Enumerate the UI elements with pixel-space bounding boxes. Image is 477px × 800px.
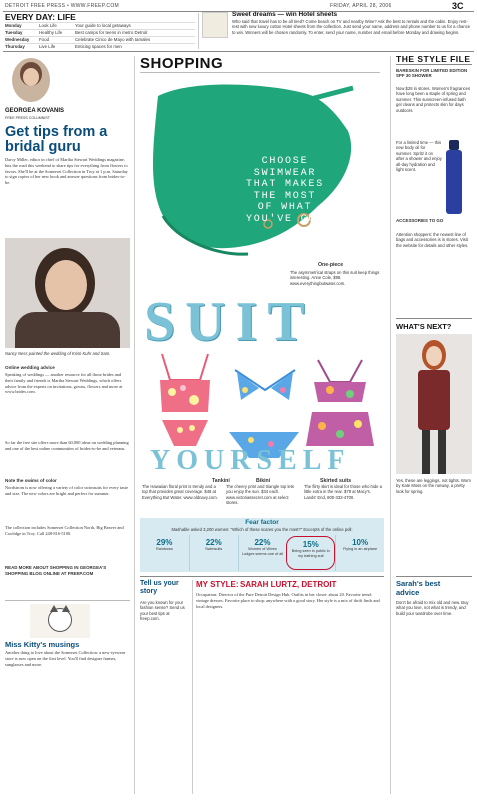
everyday-section: Live Life bbox=[39, 44, 56, 49]
bikini-title: Bikini bbox=[256, 478, 271, 484]
fear-stat bbox=[238, 535, 287, 571]
mystyle-label: MY STYLE: bbox=[196, 580, 239, 589]
skirted-body: The flirty skirt is ideal for those who hide a little extra in the rear. $78 at Macy's. Lands' End, 800-332-4700. bbox=[304, 484, 382, 500]
hero-headline bbox=[190, 156, 380, 225]
columnist-photo bbox=[12, 58, 50, 102]
everyday-desc: Enticing spaces for men bbox=[75, 44, 122, 49]
masthead-date: FRIDAY, APRIL 28, 2006 bbox=[330, 3, 392, 9]
columnist-title: FREE PRESS COLUMNIST bbox=[5, 116, 50, 120]
fear-stat-label: Swimsuits bbox=[205, 547, 223, 551]
hero-line-1: CHOOSE bbox=[261, 156, 309, 167]
fear-stat bbox=[189, 535, 238, 571]
everyday-row bbox=[5, 29, 195, 36]
fear-stat-value: 22% bbox=[254, 538, 271, 547]
everyday-desc: Best camps for teens in metro Detroit bbox=[75, 30, 148, 35]
skirted-photo bbox=[300, 356, 380, 454]
promo-body: Who said that travel has to be all tired? Come beach on TV and nearby Wine? Ask the best to rentals and the cabin. Enjoy rest-rest with new luxury cotton Hotel sheets from the collection. Just send your name, address and phone number to us for a chance to win. Winners will be chosen randomly. To enter, send your name, number and email before Monday and drawing begins. bbox=[232, 19, 471, 35]
photo-caption: Nancy Ness painted the wedding of Kristi Kuhr and Sam. bbox=[5, 351, 111, 356]
fear-stat bbox=[335, 535, 384, 571]
tankini-title: Tankini bbox=[212, 478, 230, 484]
tankini-photo bbox=[150, 350, 220, 450]
bikini-photo bbox=[225, 350, 305, 430]
style-item-1-head: BARESKIN FOR LIMITED EDITION SPF 30 SHOWER bbox=[396, 68, 468, 79]
left-body-4: Nordstrom is now offering a variety of color swimsuits for every taste and size. The new colors are bright and perfect for summer. bbox=[5, 485, 128, 496]
onepiece-title: One-piece bbox=[318, 262, 344, 268]
fear-stat-value: 10% bbox=[352, 538, 369, 547]
sub-swims: Note the swims of color bbox=[5, 478, 57, 483]
hero-line-4: THE MOST bbox=[253, 190, 317, 202]
style-item-1-body: Now $28 in stores. Women's fragrances have long been a staple of spring and summer. This sunscreen-infused bath gel cleans and protects skin for days outdoors. bbox=[396, 86, 471, 113]
left-headline: Get tips from a bridal guru bbox=[5, 124, 108, 155]
fear-question: Mashable asked 3,200 women: "Which of these scares you the most?" Excerpts of the online poll: bbox=[171, 527, 353, 532]
skirted-title: Skirted suits bbox=[320, 478, 352, 484]
whats-next-body: Yes, these are leggings, not tights. Worn by Kate Moss on the runway, a pretty look for spring. bbox=[396, 478, 471, 494]
suit-title: SUIT bbox=[144, 291, 315, 353]
wedding-photo bbox=[5, 238, 130, 348]
everyday-section: Healthy Life bbox=[39, 30, 63, 35]
hero-line-6: YOU'VE GOT bbox=[245, 213, 324, 225]
everyday-title: EVERY DAY: LIFE bbox=[5, 12, 76, 22]
everyday-desc: Your guide to local getaways bbox=[75, 23, 131, 28]
sarahs-body: Don't be afraid to mix old and new. Buy what you love, not what is trendy, and build your wardrobe over time. bbox=[396, 600, 469, 616]
everyday-day: Tuesday bbox=[5, 30, 23, 35]
fear-stat-value: 29% bbox=[156, 538, 173, 547]
fear-stat-label: Women of Wives Lodges seems one of all bbox=[241, 547, 284, 556]
mystyle-name: SARAH LURTZ, DETROIT bbox=[240, 580, 337, 589]
hero-line-2: SWIMWEAR bbox=[253, 167, 317, 179]
tellus-body: Are you known for your fashion sense? Send us your best tips at freep.com. bbox=[140, 600, 185, 622]
everyday-day: Wednesday bbox=[5, 37, 30, 42]
everyday-day: Monday bbox=[5, 23, 22, 28]
left-body-1: Darcy Miller, editor in chief of Martha Stewart Weddings magazine, hits the road this weekend to share tips for everything from flowers to favors. She'll be at the Somerset Collection in Troy at 1 p.m. Saturday to sign copies of her new book and answer questions from brides-to-be. bbox=[5, 157, 128, 186]
whats-next-title: WHAT'S NEXT? bbox=[396, 322, 452, 331]
everyday-desc: Celebrate Cinco de Mayo with tamales bbox=[75, 37, 151, 42]
left-body-3: So far the free site offers more than 60,000 ideas on wedding planning and one of the best online communities of brides-to-be and veterans. bbox=[5, 440, 129, 451]
fear-stat-value: 22% bbox=[205, 538, 222, 547]
everyday-row bbox=[5, 43, 195, 50]
tankini-body: The Hawaiian floral print is trendy and a top that provides great coverage. $48 at Everything But Water. www.oldnavy.com. bbox=[142, 484, 218, 500]
yourself-title: YOURSELF bbox=[150, 445, 351, 476]
style-file-title: THE STYLE FILE bbox=[396, 54, 471, 64]
sarahs-title: Sarah's best advice bbox=[396, 579, 441, 597]
onepiece-body: The asymmetrical straps on this suit keep things interesting. Anne Cole, $98. www.everythingbutwater.com. bbox=[290, 270, 380, 286]
fear-title: Fear factor bbox=[245, 519, 279, 526]
left-body-2: Speaking of weddings — another resource for all those brides and their family and friends is Martha Stewart Weddings, which offers advice from the experts on invitations, gowns, flowers and more at www.brides.com. bbox=[5, 372, 123, 395]
model-photo bbox=[396, 334, 472, 474]
style-item-3-body: Attention shoppers: the newest line of bags and accessories is in stores. Visit the website for details and other styles. bbox=[396, 232, 469, 248]
tellus-title: Tell us your story bbox=[140, 580, 179, 595]
columnist-name: GEORGEA KOVANIS bbox=[5, 108, 65, 114]
fear-stat-value: 15% bbox=[302, 540, 319, 549]
fear-stat-label: Rainbows bbox=[156, 547, 173, 551]
read-more-link[interactable]: READ MORE ABOUT SHOPPING IN GEORGEA'S SHOPPING BLOG ONLINE AT FREEP.COM bbox=[5, 565, 107, 576]
style-item-3-head: ACCESSORIES TO GO bbox=[396, 218, 444, 223]
left-body-5: The collection includes Somerset Collection North, Big Beaver and Coolidge in Troy. Call 248-816-5100. bbox=[5, 525, 124, 536]
fear-factor-box bbox=[140, 518, 384, 572]
everyday-section: Food bbox=[39, 37, 50, 42]
page-number: 3C bbox=[452, 1, 464, 11]
fear-stat bbox=[286, 536, 335, 570]
everyday-row bbox=[5, 36, 195, 43]
everyday-row bbox=[5, 22, 195, 29]
promo-title: Sweet dreams — win Hotel sheets bbox=[232, 11, 338, 18]
everyday-box bbox=[5, 12, 195, 50]
masthead-left: DETROIT FREE PRESS • WWW.FREEP.COM bbox=[5, 3, 119, 9]
mystyle-body: Occupation: Director of the Pure Detroit Design Hub. Outfits in her closet: about 20. Favorite trend: vintage dresses. Favorite place to shop: anywhere with a good story. Her style is a mix of thrift finds and local designers. bbox=[196, 592, 380, 609]
style-item-2-body: For a limited time — this new body oil for summer. Spritz it on after a shower and enjoy all-day hydration and light scent. bbox=[396, 140, 442, 173]
sheets-image bbox=[202, 12, 228, 38]
top-promo bbox=[202, 12, 472, 50]
perfume-bottle-photo bbox=[444, 140, 464, 216]
bikini-body: The cheery print and triangle top lets you enjoy the sun. $34 each. www.victoriassecret.com at select stores. bbox=[226, 484, 294, 506]
fear-stat-label: Being seen in public in my bathing suit bbox=[291, 549, 330, 558]
sub-online-advice: Online wedding advice bbox=[5, 365, 55, 370]
fear-stat-label: Flying in an airplane bbox=[343, 547, 378, 551]
kitty-title: Miss Kitty's musings bbox=[5, 640, 80, 649]
kitty-body: Another thing to love about the Somerset Collection: a new eyewear store is now open on the first level. You'll find designer frames, sunglasses and more. bbox=[5, 650, 126, 667]
kitty-illustration bbox=[30, 604, 90, 638]
everyday-day: Thursday bbox=[5, 44, 25, 49]
fear-stat bbox=[140, 535, 189, 571]
section-title: SHOPPING bbox=[140, 55, 224, 72]
everyday-section: Look Life bbox=[39, 23, 57, 28]
hero-line-3: THAT MAKES bbox=[245, 179, 324, 190]
hero-line-5: OF WHAT bbox=[257, 202, 313, 213]
